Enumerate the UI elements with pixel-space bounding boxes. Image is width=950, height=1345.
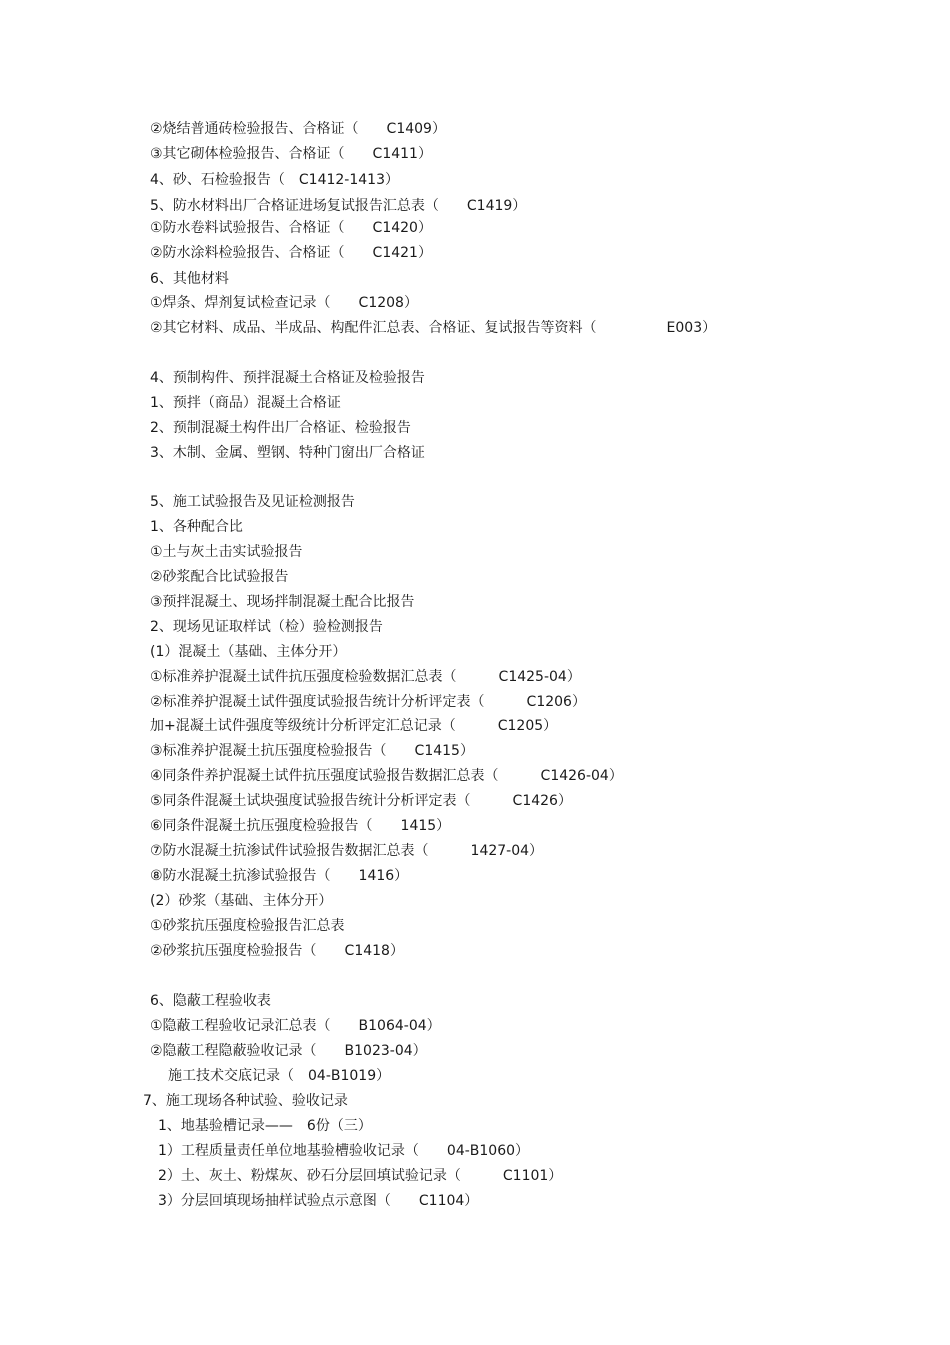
text-line: ③标准养护混凝土抗压强度检验报告（ C1415） bbox=[150, 743, 474, 759]
section-heading: 6、隐蔽工程验收表 bbox=[150, 993, 271, 1009]
text-line: 6、其他材料 bbox=[150, 271, 229, 287]
text-line: ②砂浆配合比试验报告 bbox=[150, 569, 289, 585]
text-line: 1）工程质量责任单位地基验槽验收记录（ 04-B1060） bbox=[158, 1143, 530, 1159]
text-line: 2）土、灰土、粉煤灰、砂石分层回填试验记录（ C1101） bbox=[158, 1168, 563, 1184]
text-line: 4、砂、石检验报告（ C1412-1413） bbox=[150, 172, 399, 188]
section-heading: 4、预制构件、预拌混凝土合格证及检验报告 bbox=[150, 370, 425, 386]
text-line: ⑤同条件混凝土试块强度试验报告统计分析评定表（ C1426） bbox=[150, 793, 572, 809]
text-line: ⑧防水混凝土抗渗试验报告（ 1416） bbox=[150, 868, 409, 884]
text-line: ②其它材料、成品、半成品、构配件汇总表、合格证、复试报告等资料（ E003） bbox=[150, 320, 717, 336]
text-line: ②砂浆抗压强度检验报告（ C1418） bbox=[150, 943, 404, 959]
text-line: ①标准养护混凝土试件抗压强度检验数据汇总表（ C1425-04） bbox=[150, 669, 581, 685]
text-line: 3、木制、金属、塑钢、特种门窗出厂合格证 bbox=[150, 445, 425, 461]
text-line: 2、预制混凝土构件出厂合格证、检验报告 bbox=[150, 420, 411, 436]
text-line: 1、各种配合比 bbox=[150, 519, 243, 535]
text-line: 加+混凝土试件强度等级统计分析评定汇总记录（ C1205） bbox=[150, 718, 558, 734]
text-line: ①隐蔽工程验收记录汇总表（ B1064-04） bbox=[150, 1018, 441, 1034]
text-line: ②标准养护混凝土试件强度试验报告统计分析评定表（ C1206） bbox=[150, 694, 586, 710]
text-line: 1、地基验槽记录—— 6份（三） bbox=[158, 1118, 372, 1134]
text-line: ②烧结普通砖检验报告、合格证（ C1409） bbox=[150, 121, 446, 137]
text-line: ④同条件养护混凝土试件抗压强度试验报告数据汇总表（ C1426-04） bbox=[150, 768, 623, 784]
text-line: ①砂浆抗压强度检验报告汇总表 bbox=[150, 918, 345, 934]
text-line: ⑥同条件混凝土抗压强度检验报告（ 1415） bbox=[150, 818, 451, 834]
text-line: ③其它砌体检验报告、合格证（ C1411） bbox=[150, 146, 432, 162]
text-line: (2）砂浆（基础、主体分开） bbox=[150, 893, 333, 909]
text-line: 2、现场见证取样试（检）验检测报告 bbox=[150, 619, 383, 635]
text-line: 5、防水材料出厂合格证进场复试报告汇总表（ C1419） bbox=[150, 198, 527, 214]
text-line: (1）混凝土（基础、主体分开） bbox=[150, 644, 347, 660]
text-line: ①防水卷料试验报告、合格证（ C1420） bbox=[150, 220, 432, 236]
section-heading: 5、施工试验报告及见证检测报告 bbox=[150, 494, 355, 510]
text-line: ②防水涂料检验报告、合格证（ C1421） bbox=[150, 245, 432, 261]
text-line: ③预拌混凝土、现场拌制混凝土配合比报告 bbox=[150, 594, 415, 610]
text-line: ①土与灰土击实试验报告 bbox=[150, 544, 303, 560]
text-line: ②隐蔽工程隐蔽验收记录（ B1023-04） bbox=[150, 1043, 427, 1059]
text-line: 1、预拌（商品）混凝土合格证 bbox=[150, 395, 341, 411]
text-line: ⑦防水混凝土抗渗试件试验报告数据汇总表（ 1427-04） bbox=[150, 843, 544, 859]
text-line: 施工技术交底记录（ 04-B1019） bbox=[168, 1068, 391, 1084]
text-line: ①焊条、焊剂复试检查记录（ C1208） bbox=[150, 295, 418, 311]
text-line: 3）分层回填现场抽样试验点示意图（ C1104） bbox=[158, 1193, 479, 1209]
section-heading: 7、施工现场各种试验、验收记录 bbox=[143, 1093, 348, 1109]
